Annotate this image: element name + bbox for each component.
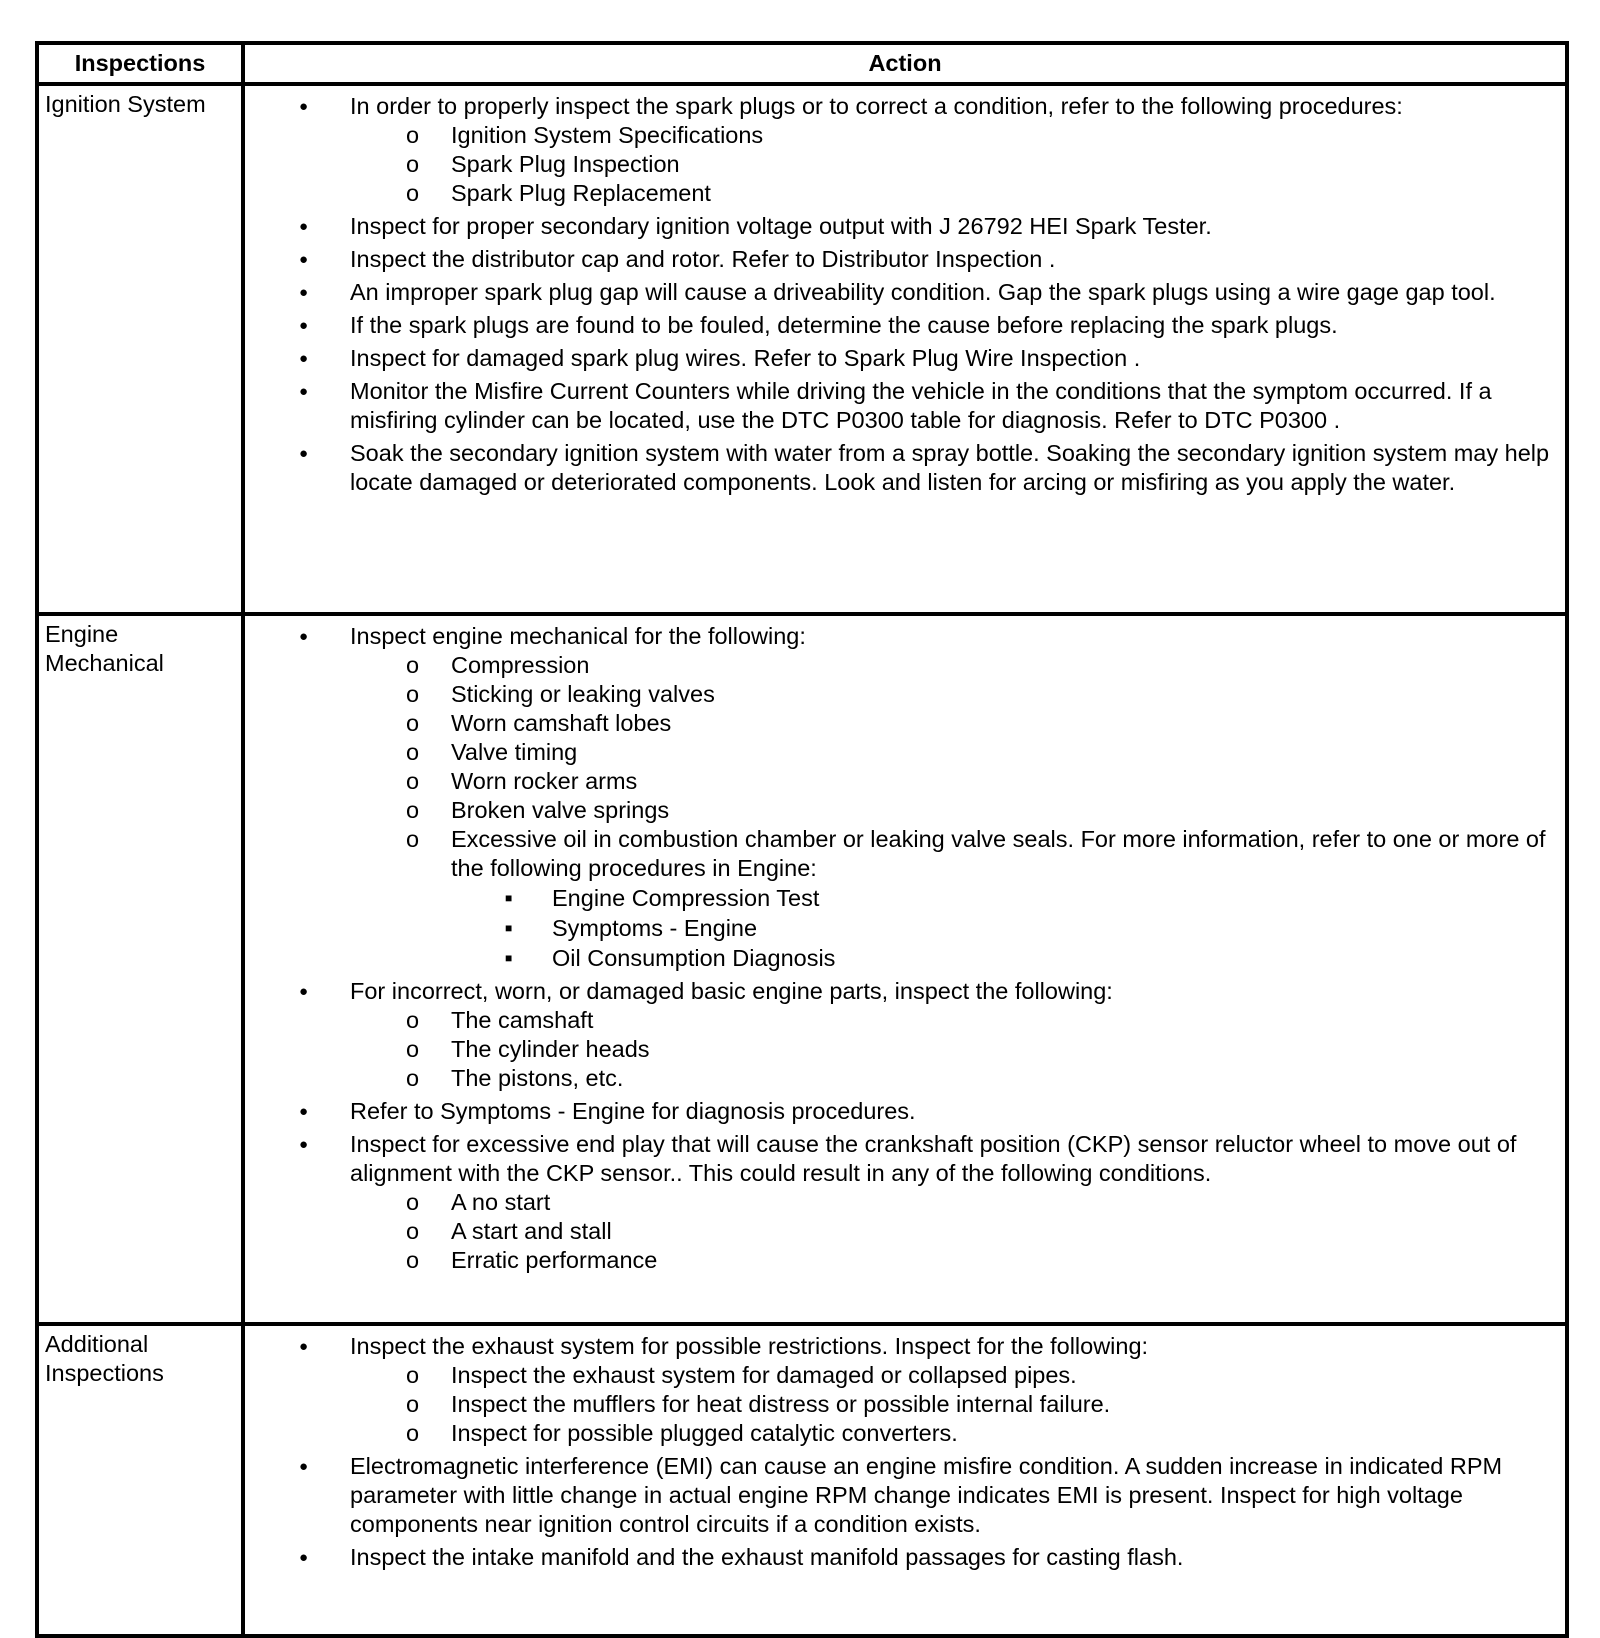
sub-list-item: o A no start: [350, 1188, 1561, 1217]
inspection-cell: Additional Inspections: [37, 1324, 243, 1636]
list-item: ● Inspect for proper secondary ignition voltage output with J 26792 HEI Spark Tester.: [245, 212, 1561, 241]
action-cell: [243, 1324, 1567, 1636]
list-item: [245, 92, 1561, 208]
sub-sub-list-item: ■ Symptoms - Engine: [451, 913, 1561, 943]
list-item: ● An improper spark plug gap will cause a driveability condition. Gap the spark plugs using a wire gage gap tool.: [245, 278, 1561, 307]
sub-list: [350, 1188, 1561, 1275]
inspection-cell: Engine Mechanical: [37, 614, 243, 1324]
sub-list-item: o A start and stall: [350, 1217, 1561, 1246]
header-action: Action: [243, 43, 1567, 84]
list-item-text: For incorrect, worn, or damaged basic engine parts, inspect the following:: [350, 978, 1113, 1004]
list-item: [245, 1130, 1561, 1275]
list-item: [245, 977, 1561, 1093]
list-item-text: Inspect for excessive end play that will cause the crankshaft position (CKP) sensor reluctor wheel to move out of alignment with the CKP sensor.. This could result in any of the following conditions.: [350, 1131, 1517, 1186]
sub-list: [350, 651, 1561, 973]
list-item: ● If the spark plugs are found to be fouled, determine the cause before replacing the spark plugs.: [245, 311, 1561, 340]
inspection-table: [35, 41, 1569, 1638]
sub-list-item: o Erratic performance: [350, 1246, 1561, 1275]
sub-list-item: o Inspect the exhaust system for damaged or collapsed pipes.: [350, 1361, 1561, 1390]
sub-list-item: o Broken valve springs: [350, 796, 1561, 825]
action-cell: [243, 614, 1567, 1324]
list-item-text: Inspect engine mechanical for the following:: [350, 623, 806, 649]
sub-list-item: o The pistons, etc.: [350, 1064, 1561, 1093]
action-list: [245, 92, 1561, 497]
list-item: ● Inspect the distributor cap and rotor. Refer to Distributor Inspection .: [245, 245, 1561, 274]
list-item: ● Inspect the intake manifold and the exhaust manifold passages for casting flash.: [245, 1543, 1561, 1572]
sub-list: [350, 121, 1561, 208]
sub-list-item: o Valve timing: [350, 738, 1561, 767]
list-item: ● Electromagnetic interference (EMI) can cause an engine misfire condition. A sudden increase in indicated RPM parameter with little change in actual engine RPM change indicates EMI is present. Inspect for high voltage components near ignition control circuits if a condition exists.: [245, 1452, 1561, 1539]
sub-list-item: [350, 825, 1561, 973]
list-item-text: Inspect the exhaust system for possible restrictions. Inspect for the following:: [350, 1333, 1149, 1359]
sub-list-item: o The camshaft: [350, 1006, 1561, 1035]
list-item: ● Monitor the Misfire Current Counters while driving the vehicle in the conditions that the symptom occurred. If a misfiring cylinder can be located, use the DTC P0300 table for diagnosis. Refer to DTC P0300 .: [245, 377, 1561, 435]
header-inspections: Inspections: [37, 43, 243, 84]
sub-list-item: o Compression: [350, 651, 1561, 680]
sub-list-item: o Spark Plug Replacement: [350, 179, 1561, 208]
list-item-text: In order to properly inspect the spark plugs or to correct a condition, refer to the following procedures:: [350, 93, 1403, 119]
table-row-engine-mechanical: [37, 614, 1567, 1324]
sub-list-item: o Inspect for possible plugged catalytic converters.: [350, 1419, 1561, 1448]
sub-list-item: o Inspect the mufflers for heat distress or possible internal failure.: [350, 1390, 1561, 1419]
list-item: ● Inspect for damaged spark plug wires. Refer to Spark Plug Wire Inspection .: [245, 344, 1561, 373]
sub-sub-list-item: ■ Engine Compression Test: [451, 883, 1561, 913]
list-item: [245, 622, 1561, 973]
table-row-ignition-system: [37, 84, 1567, 614]
sub-list-item: o Worn rocker arms: [350, 767, 1561, 796]
action-list: [245, 1332, 1561, 1572]
action-list: [245, 622, 1561, 1275]
sub-sub-list-item: ■ Oil Consumption Diagnosis: [451, 943, 1561, 973]
list-item: ● Refer to Symptoms - Engine for diagnosis procedures.: [245, 1097, 1561, 1126]
table-row-additional-inspections: [37, 1324, 1567, 1636]
sub-list-item: o Sticking or leaking valves: [350, 680, 1561, 709]
list-item: ● Soak the secondary ignition system with water from a spray bottle. Soaking the secondary ignition system may help locate damaged or deteriorated components. Look and listen for arcing or misfiring as you apply the water.: [245, 439, 1561, 497]
sub-list-item: o The cylinder heads: [350, 1035, 1561, 1064]
action-cell: [243, 84, 1567, 614]
sub-list-item: o Ignition System Specifications: [350, 121, 1561, 150]
inspection-cell: Ignition System: [37, 84, 243, 614]
list-item: [245, 1332, 1561, 1448]
header-row: [37, 43, 1567, 84]
sub-list: [350, 1361, 1561, 1448]
sub-sub-list: [451, 883, 1561, 973]
sub-list-item-text: Excessive oil in combustion chamber or leaking valve seals. For more information, refer to one or more of the following procedures in Engine:: [451, 826, 1546, 881]
sub-list-item: o Worn camshaft lobes: [350, 709, 1561, 738]
sub-list: [350, 1006, 1561, 1093]
sub-list-item: o Spark Plug Inspection: [350, 150, 1561, 179]
